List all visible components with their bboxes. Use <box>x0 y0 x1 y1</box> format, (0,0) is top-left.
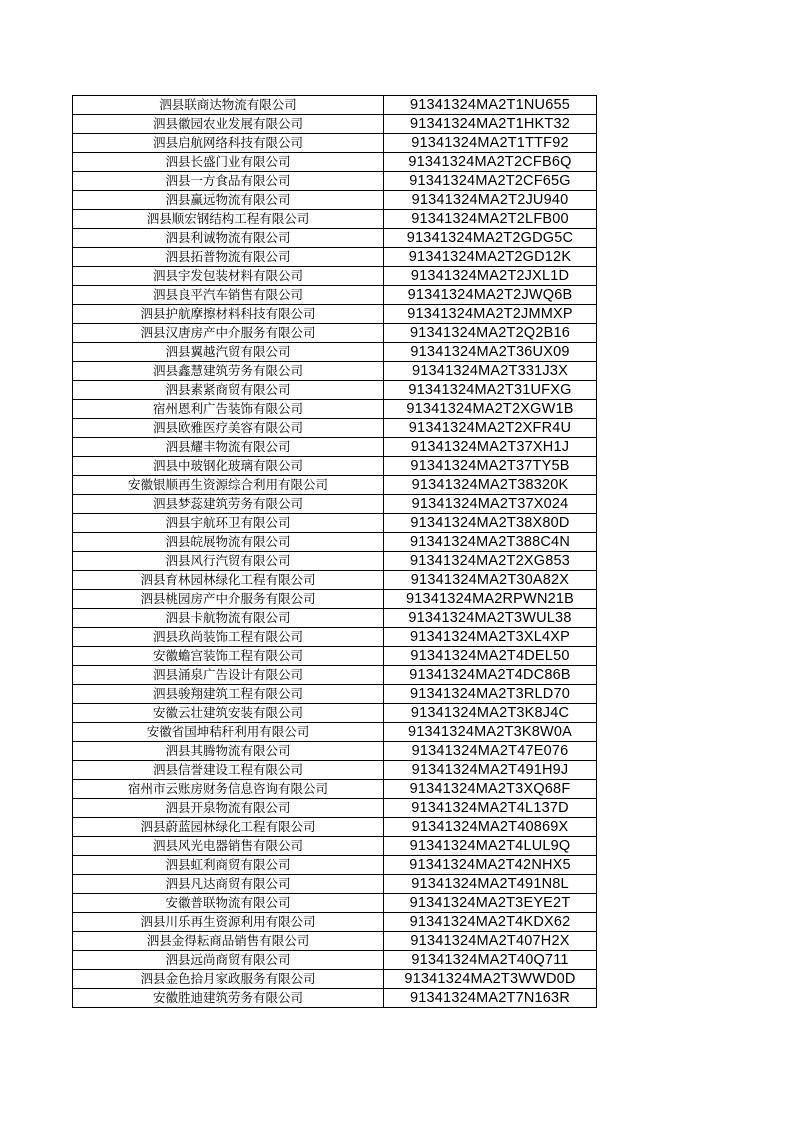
table-row <box>73 571 597 590</box>
credit-code-cell: 91341324MA2T2CFB6Q <box>384 153 597 172</box>
table-row <box>73 134 597 153</box>
company-name-cell: 泗县拓普物流有限公司 <box>73 248 384 267</box>
credit-code-cell: 91341324MA2T2GDG5C <box>384 229 597 248</box>
table-row <box>73 837 597 856</box>
credit-code-cell: 91341324MA2T2XG853 <box>384 552 597 571</box>
company-name-cell: 泗县玖尚装饰工程有限公司 <box>73 628 384 647</box>
company-name-cell: 泗县桃园房产中介服务有限公司 <box>73 590 384 609</box>
credit-code-cell: 91341324MA2T1HKT32 <box>384 115 597 134</box>
credit-code-cell: 91341324MA2T40869X <box>384 818 597 837</box>
table-row <box>73 533 597 552</box>
table-row <box>73 286 597 305</box>
table-row <box>73 704 597 723</box>
table-row <box>73 913 597 932</box>
company-name-cell: 泗县素紧商贸有限公司 <box>73 381 384 400</box>
company-name-cell: 泗县育林园林绿化工程有限公司 <box>73 571 384 590</box>
table-row <box>73 951 597 970</box>
credit-code-cell: 91341324MA2T4DC86B <box>384 666 597 685</box>
credit-code-cell: 91341324MA2T47E076 <box>384 742 597 761</box>
table-row <box>73 495 597 514</box>
company-name-cell: 泗县良平汽车销售有限公司 <box>73 286 384 305</box>
company-name-cell: 泗县徽园农业发展有限公司 <box>73 115 384 134</box>
company-name-cell: 泗县开泉物流有限公司 <box>73 799 384 818</box>
credit-code-cell: 91341324MA2T388C4N <box>384 533 597 552</box>
company-name-cell: 泗县赢远物流有限公司 <box>73 191 384 210</box>
table-row <box>73 381 597 400</box>
table-row <box>73 514 597 533</box>
credit-code-cell: 91341324MA2T2XGW1B <box>384 400 597 419</box>
table-row <box>73 970 597 989</box>
table-row <box>73 438 597 457</box>
credit-code-cell: 91341324MA2T3K8W0A <box>384 723 597 742</box>
table-row <box>73 647 597 666</box>
table-row <box>73 400 597 419</box>
company-name-cell: 泗县联商达物流有限公司 <box>73 96 384 115</box>
company-name-cell: 安徽普联物流有限公司 <box>73 894 384 913</box>
company-name-cell: 泗县蔚蓝园林绿化工程有限公司 <box>73 818 384 837</box>
credit-code-cell: 91341324MA2RPWN21B <box>384 590 597 609</box>
credit-code-cell: 91341324MA2T407H2X <box>384 932 597 951</box>
company-name-cell: 泗县宇航环卫有限公司 <box>73 514 384 533</box>
company-name-cell: 宿州恩利广告装饰有限公司 <box>73 400 384 419</box>
table-row <box>73 229 597 248</box>
company-name-cell: 泗县金得耘商品销售有限公司 <box>73 932 384 951</box>
credit-code-cell: 91341324MA2T42NHX5 <box>384 856 597 875</box>
credit-code-cell: 91341324MA2T3EYE2T <box>384 894 597 913</box>
company-name-cell: 安徽省国坤秸秆利用有限公司 <box>73 723 384 742</box>
table-row <box>73 856 597 875</box>
company-registry-table <box>72 95 597 1008</box>
credit-code-cell: 91341324MA2T40Q711 <box>384 951 597 970</box>
credit-code-cell: 91341324MA2T37X024 <box>384 495 597 514</box>
company-name-cell: 泗县耀丰物流有限公司 <box>73 438 384 457</box>
table-row <box>73 172 597 191</box>
table-row <box>73 305 597 324</box>
company-name-cell: 泗县信誉建设工程有限公司 <box>73 761 384 780</box>
table-row <box>73 476 597 495</box>
credit-code-cell: 91341324MA2T37XH1J <box>384 438 597 457</box>
table-body <box>73 96 597 1008</box>
credit-code-cell: 91341324MA2T4LUL9Q <box>384 837 597 856</box>
company-name-cell: 泗县欧雅医疗美容有限公司 <box>73 419 384 438</box>
credit-code-cell: 91341324MA2T2GD12K <box>384 248 597 267</box>
company-name-cell: 泗县梦蕊建筑劳务有限公司 <box>73 495 384 514</box>
credit-code-cell: 91341324MA2T31UFXG <box>384 381 597 400</box>
table-row <box>73 723 597 742</box>
table-row <box>73 362 597 381</box>
company-name-cell: 泗县骏翔建筑工程有限公司 <box>73 685 384 704</box>
company-name-cell: 泗县涌泉广告设计有限公司 <box>73 666 384 685</box>
company-name-cell: 泗县风光电器销售有限公司 <box>73 837 384 856</box>
table-row <box>73 609 597 628</box>
table-row <box>73 96 597 115</box>
company-name-cell: 泗县虹利商贸有限公司 <box>73 856 384 875</box>
company-name-cell: 泗县宇发包装材料有限公司 <box>73 267 384 286</box>
table-row <box>73 875 597 894</box>
company-name-cell: 泗县金色拾月家政服务有限公司 <box>73 970 384 989</box>
credit-code-cell: 91341324MA2T491N8L <box>384 875 597 894</box>
credit-code-cell: 91341324MA2T3K8J4C <box>384 704 597 723</box>
credit-code-cell: 91341324MA2T3XQ68F <box>384 780 597 799</box>
company-name-cell: 泗县长盛门业有限公司 <box>73 153 384 172</box>
credit-code-cell: 91341324MA2T4DEL50 <box>384 647 597 666</box>
credit-code-cell: 91341324MA2T7N163R <box>384 989 597 1008</box>
table-row <box>73 685 597 704</box>
credit-code-cell: 91341324MA2T2Q2B16 <box>384 324 597 343</box>
company-name-cell: 泗县护航摩擦材料科技有限公司 <box>73 305 384 324</box>
credit-code-cell: 91341324MA2T38X80D <box>384 514 597 533</box>
company-name-cell: 宿州市云账房财务信息咨询有限公司 <box>73 780 384 799</box>
company-name-cell: 泗县中玻钢化玻璃有限公司 <box>73 457 384 476</box>
table-row <box>73 666 597 685</box>
company-name-cell: 泗县川乐再生资源利用有限公司 <box>73 913 384 932</box>
company-name-cell: 泗县风行汽贸有限公司 <box>73 552 384 571</box>
table-row <box>73 248 597 267</box>
credit-code-cell: 91341324MA2T2LFB00 <box>384 210 597 229</box>
company-name-cell: 安徽蟾宫装饰工程有限公司 <box>73 647 384 666</box>
table-row <box>73 324 597 343</box>
table-row <box>73 932 597 951</box>
credit-code-cell: 91341324MA2T30A82X <box>384 571 597 590</box>
credit-code-cell: 91341324MA2T1NU655 <box>384 96 597 115</box>
credit-code-cell: 91341324MA2T331J3X <box>384 362 597 381</box>
credit-code-cell: 91341324MA2T37TY5B <box>384 457 597 476</box>
company-name-cell: 泗县远尚商贸有限公司 <box>73 951 384 970</box>
table-row <box>73 419 597 438</box>
table-row <box>73 153 597 172</box>
table-row <box>73 115 597 134</box>
table-row <box>73 267 597 286</box>
credit-code-cell: 91341324MA2T2JXL1D <box>384 267 597 286</box>
table-row <box>73 799 597 818</box>
credit-code-cell: 91341324MA2T2JMMXP <box>384 305 597 324</box>
company-name-cell: 泗县凡达商贸有限公司 <box>73 875 384 894</box>
table-row <box>73 780 597 799</box>
company-name-cell: 泗县其腾物流有限公司 <box>73 742 384 761</box>
company-name-cell: 泗县翼越汽贸有限公司 <box>73 343 384 362</box>
table-row <box>73 552 597 571</box>
table-row <box>73 457 597 476</box>
company-name-cell: 泗县启航网络科技有限公司 <box>73 134 384 153</box>
credit-code-cell: 91341324MA2T36UX09 <box>384 343 597 362</box>
credit-code-cell: 91341324MA2T1TTF92 <box>384 134 597 153</box>
credit-code-cell: 91341324MA2T3XL4XP <box>384 628 597 647</box>
table-row <box>73 191 597 210</box>
company-name-cell: 安徽银顺再生资源综合利用有限公司 <box>73 476 384 495</box>
credit-code-cell: 91341324MA2T4KDX62 <box>384 913 597 932</box>
company-name-cell: 泗县汉唐房产中介服务有限公司 <box>73 324 384 343</box>
table-row <box>73 761 597 780</box>
company-name-cell: 安徽云壮建筑安装有限公司 <box>73 704 384 723</box>
company-name-cell: 泗县顺宏钢结构工程有限公司 <box>73 210 384 229</box>
company-name-cell: 泗县卡航物流有限公司 <box>73 609 384 628</box>
credit-code-cell: 91341324MA2T3WUL38 <box>384 609 597 628</box>
credit-code-cell: 91341324MA2T3WWD0D <box>384 970 597 989</box>
table-row <box>73 894 597 913</box>
credit-code-cell: 91341324MA2T38320K <box>384 476 597 495</box>
table-row <box>73 590 597 609</box>
table-row <box>73 818 597 837</box>
company-name-cell: 泗县皖展物流有限公司 <box>73 533 384 552</box>
credit-code-cell: 91341324MA2T2JWQ6B <box>384 286 597 305</box>
table-row <box>73 343 597 362</box>
credit-code-cell: 91341324MA2T3RLD70 <box>384 685 597 704</box>
company-name-cell: 泗县利诚物流有限公司 <box>73 229 384 248</box>
table-row <box>73 210 597 229</box>
table-row <box>73 989 597 1008</box>
company-name-cell: 泗县一方食品有限公司 <box>73 172 384 191</box>
credit-code-cell: 91341324MA2T2XFR4U <box>384 419 597 438</box>
credit-code-cell: 91341324MA2T2CF65G <box>384 172 597 191</box>
company-name-cell: 泗县鑫慧建筑劳务有限公司 <box>73 362 384 381</box>
table-row <box>73 628 597 647</box>
credit-code-cell: 91341324MA2T491H9J <box>384 761 597 780</box>
credit-code-cell: 91341324MA2T4L137D <box>384 799 597 818</box>
company-name-cell: 安徽胜迪建筑劳务有限公司 <box>73 989 384 1008</box>
credit-code-cell: 91341324MA2T2JU940 <box>384 191 597 210</box>
table-row <box>73 742 597 761</box>
